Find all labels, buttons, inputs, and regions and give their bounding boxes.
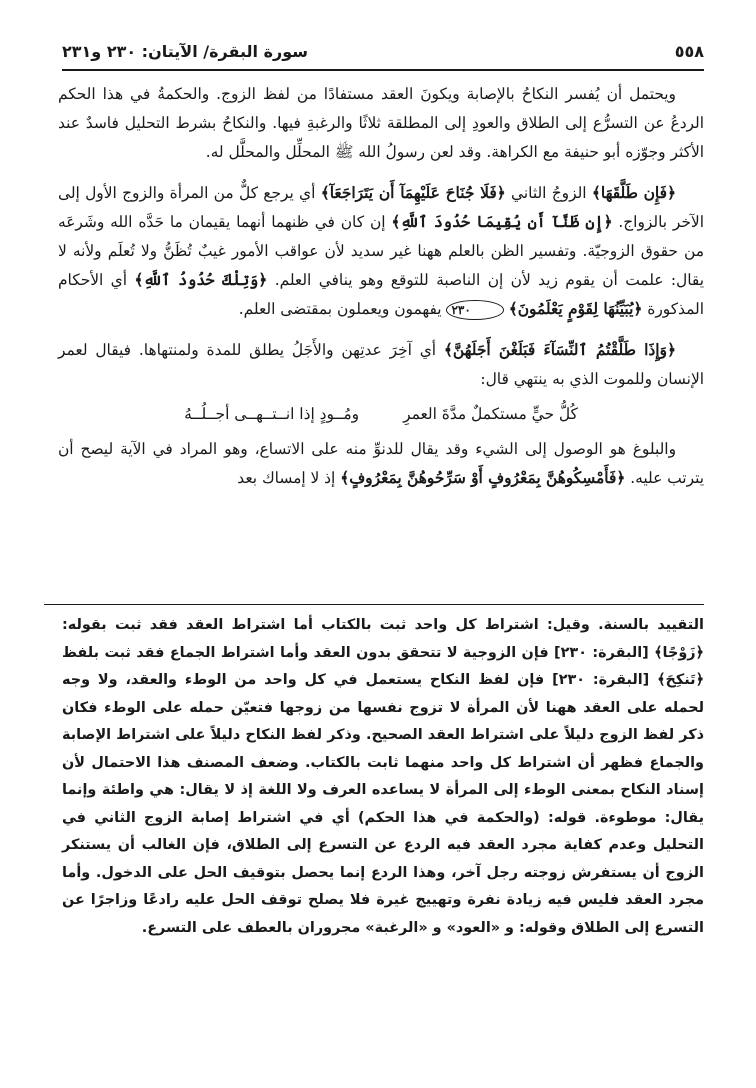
quran-quote: ﴿فَأَمْسِكُوهُنَّ بِمَعْرُوفٍ أَوْ سَرِّحُوهُنَّ بِمَعْرُوفٍ﴾ <box>340 469 626 487</box>
paragraph-text: أي آخِرَ عدتِهن والأَجَلُ يطلق للمدة ولمنتهاها. فيقال لعمر الإنسان وللموت الذي به ينتهي قال: <box>58 341 704 388</box>
ayah-number-marker: ٢٣٠ <box>446 300 503 320</box>
paragraph-text: يفهمون ويعملون بمقتضى العلم. <box>238 300 447 318</box>
paragraph-text: الزوجُ الثاني <box>505 184 592 202</box>
paragraph-text: أي يرجع كلٌّ من المرأة والزوج الأول إلى الآخر بالزواج. <box>58 184 704 231</box>
paragraph-text: أي الأحكام المذكورة <box>58 271 704 318</box>
main-commentary <box>58 80 704 595</box>
running-title: سورة البقرة/ الآيتان: ٢٣٠ و٢٣١ <box>62 41 309 61</box>
verse-second-hemistich: ومُــودٍ إذا انــتــهــى أجــلُــهُ <box>184 405 360 423</box>
page-number: ٥٥٨ <box>674 41 704 61</box>
header-divider <box>62 69 704 71</box>
poetry-verse <box>58 400 704 429</box>
paragraph-text: والبلوغ هو الوصول إلى الشيء وقد يقال للدنوِّ منه على الاتساع، وهو المراد في الآية ليصح أن يترتب عليه. <box>58 440 704 487</box>
paragraph-text: إذ لا إمساك بعد <box>237 469 341 487</box>
verse-first-hemistich: كُلُّ حيٍّ مستكملٌ مدَّةَ العمرِ <box>403 405 578 423</box>
paragraph <box>58 435 704 493</box>
footnote-text: التقييد بالسنة. وقيل: اشتراط كل واحد ثبت بالكتاب أما اشتراط العقد فقد ثبت بقوله: ﴿زَوْجًا﴾ [البقرة: ٢٣٠] فإن الزوجية لا تتحقق بدون العقد وأما اشتراط الجماع فقد ثبت بلفظ ﴿تَنكِحَ﴾ [البقرة: ٢٣٠] فإن لفظ النكاح يستعمل في كل واحد من الوطء والعقد، ولا وجه لحمله على العقد ههنا لأن المرأة لا تزوج نفسها من زوجها فتعيّن حمله على الوطء فكان ذكر لفظ الزوج دليلاً على اشتراط العقد الصحيح. وذكر لفظ النكاح دليلاً على اشتراط الإصابة والجماع فظهر أن اشتراط كل واحد منهما ثابت بالكتاب. وضعف المصنف هذا الاحتمال لأن إسناد النكاح بمعنى الوطء إلى المرأة لا يساعده العرف ولا اللغة إذ لا يقال: هي واطئة وإنما يقال: موطوءة. قوله: (والحكمة في هذا الحكم) أي في اشتراط إصابة الزوج الثاني في التحليل وعدم كفاية مجرد العقد فيه الردع عن التسرع إلى الطلاق، فإن الغالب أن يستنكر الزوج أن يستفرش زوجته رجل آخر، وهذا الردع إنما يحصل بتوقيف الحل على الدخول. وأما مجرد العقد فليس فيه زيادة نفرة وتهييج غيرة فلا يصلح توقف الحل عليه رادعًا وزاجرًا عن التسرع إلى الطلاق وقوله: و «العود» و «الرغبة» مجروران بالعطف على التسرع. <box>62 617 705 936</box>
paragraph <box>58 336 704 394</box>
paragraph <box>58 179 704 324</box>
quran-quote: ﴿فَإِن طَلَّقَهَا﴾ <box>591 184 676 202</box>
footnote-commentary <box>62 612 704 1012</box>
quran-quote: ﴿إِن ظَنَّآ أَن يُقِيمَا حُدُودَ ٱللَّهِ﴾ <box>391 213 613 231</box>
quran-quote: ﴿وَتِلْكَ حُدُودُ ٱللَّهِ﴾ <box>134 271 268 289</box>
quran-quote: ﴿وَإِذَا طَلَّقْتُمُ ٱلنِّسَآءَ فَبَلَغْنَ أَجَلَهُنَّ﴾ <box>443 341 677 359</box>
quran-quote: ﴿يُبَيِّنُهَا لِقَوْمٍ يَعْلَمُونَ﴾ <box>508 300 643 318</box>
quran-quote: ﴿فَلَا جُنَاحَ عَلَيْهِمَآ أَن يَتَرَاجَعَآ﴾ <box>320 184 506 202</box>
paragraph-text: إن كان في ظنهما أنهما يقيمان ما حَدَّه الله وشَرعَه من حقوق الزوجيّة. وتفسير الظن بالعلم ههنا غير سديد لأن عواقب الأمور غيبٌ تُظَنُّ ولا تُعلَم ولأنه لا يقال: علمت أن يقوم زيد لأن إن الناصبة للتوقع وهو ينافي العلم. <box>58 213 704 289</box>
page-header <box>62 34 704 68</box>
footnote-divider <box>44 604 704 605</box>
paragraph: ويحتمل أن يُفسر النكاحُ بالإصابة ويكونَ العقد مستفادًا من لفظ الزوج. والحكمةُ في هذا الحكم الردعُ عن التسرُّع إلى الطلاق والعودِ إلى المطلقة ثلاثًا والرغبةِ فيها. والنكاحُ بشرط التحليل فاسدٌ عند الأكثر وجوّزه أبو حنيفة مع الكراهة. وقد لعن رسولُ الله ﷺ المحلِّل والمحلَّل له. <box>58 85 704 161</box>
